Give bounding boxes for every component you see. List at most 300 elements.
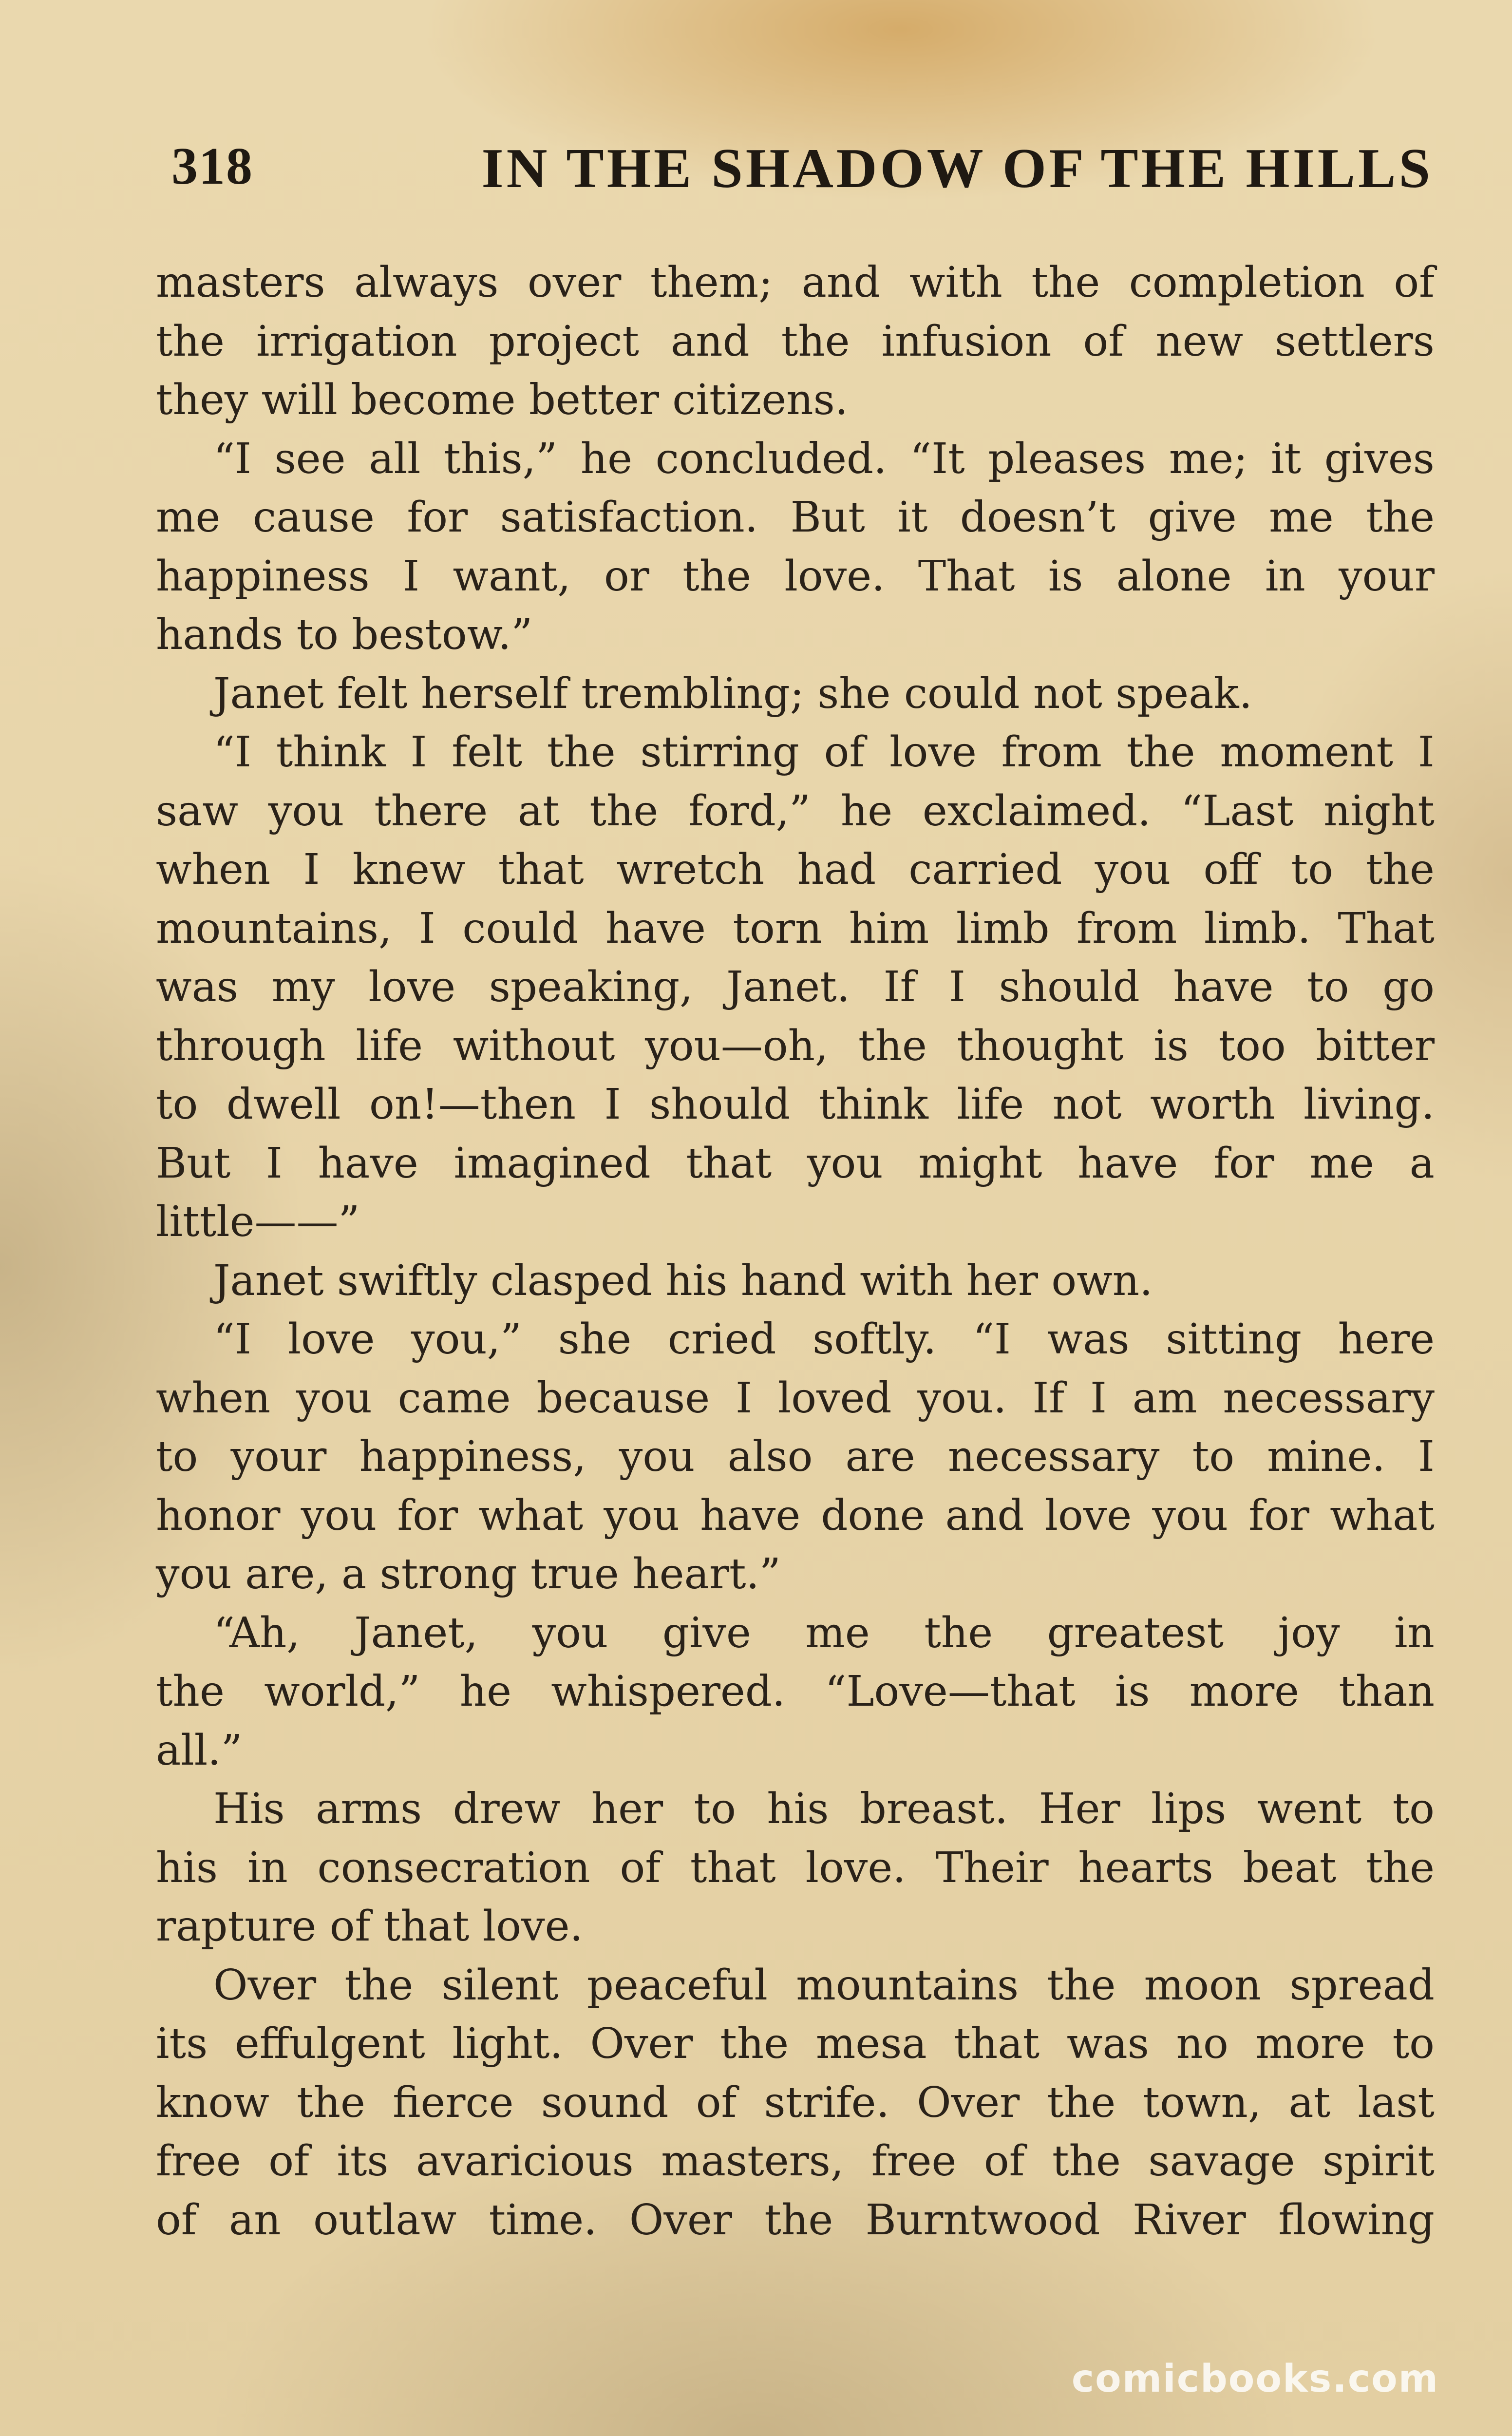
word: them;	[650, 258, 773, 307]
word: for	[397, 1491, 458, 1540]
word: Over	[590, 2019, 693, 2068]
word: “I	[213, 728, 251, 777]
word: you	[296, 1373, 372, 1423]
word: completion	[1129, 258, 1365, 307]
word: more	[1255, 2019, 1365, 2068]
word: what	[1330, 1491, 1435, 1540]
word: I	[1418, 1432, 1435, 1481]
word: Janet,	[354, 1608, 478, 1657]
word: more	[1189, 1667, 1300, 1716]
word: the	[156, 1667, 225, 1716]
word: masters,	[661, 2137, 844, 2186]
text-line	[156, 2015, 1435, 2074]
word: Their	[935, 1843, 1049, 1892]
word: necessary	[947, 1432, 1160, 1481]
text-line	[156, 1662, 1435, 1721]
text-line-content: you are, a strong true heart.”	[156, 1550, 781, 1599]
text-line	[156, 665, 1435, 723]
text-line	[156, 312, 1435, 371]
word: mountains	[796, 1960, 1019, 2010]
word: have	[318, 1139, 418, 1188]
word: you	[301, 1491, 377, 1540]
word: the	[858, 1021, 927, 1070]
word: at	[1288, 2078, 1331, 2127]
word: me;	[1169, 434, 1248, 483]
word: I	[1418, 728, 1435, 777]
word: a	[1409, 1139, 1435, 1188]
text-line-content: all.”	[156, 1726, 243, 1775]
word: worth	[1150, 1080, 1275, 1129]
word: sound	[541, 2078, 669, 2127]
word: and	[945, 1491, 1024, 1540]
word: town,	[1143, 2078, 1262, 2127]
word: whispered.	[551, 1667, 786, 1716]
word: always	[354, 258, 499, 307]
watermark-text: comicbooks.com	[1071, 2357, 1439, 2401]
word: love	[287, 1315, 375, 1364]
word: the	[1366, 1843, 1435, 1892]
word: because	[536, 1373, 710, 1423]
word: River	[1132, 2195, 1246, 2245]
word: breast.	[859, 1785, 1008, 1833]
word: beat	[1243, 1843, 1337, 1892]
word: torn	[733, 904, 822, 953]
word: I	[736, 1373, 752, 1423]
word: think	[276, 728, 386, 777]
word: necessary	[1223, 1373, 1435, 1423]
word: stirring	[640, 728, 799, 777]
word: That	[1338, 904, 1435, 953]
word: he	[459, 1667, 511, 1716]
word: spirit	[1323, 2137, 1435, 2186]
word: the	[720, 2019, 789, 2068]
word: you	[1152, 1491, 1228, 1540]
word: for	[407, 493, 468, 542]
word: felt	[452, 728, 523, 777]
word: I	[410, 728, 427, 777]
word: But	[790, 493, 865, 542]
word: his	[767, 1785, 829, 1833]
word: irrigation	[256, 317, 457, 366]
word: go	[1382, 963, 1435, 1011]
word: to	[1291, 845, 1333, 894]
text-line	[156, 1604, 1435, 1663]
word: new	[1155, 317, 1244, 366]
word: moon	[1144, 1960, 1262, 2010]
word: have	[1173, 963, 1274, 1011]
word: you	[532, 1608, 608, 1657]
word: of	[620, 1843, 661, 1892]
word: mesa	[815, 2019, 927, 2068]
running-head-title: IN THE SHADOW OF THE HILLS	[481, 137, 1433, 200]
word: and	[670, 317, 750, 366]
word: over	[527, 258, 622, 307]
word: consecration	[317, 1843, 590, 1892]
word: have	[1077, 1139, 1178, 1188]
word: Her	[1039, 1785, 1120, 1833]
word: should	[649, 1080, 791, 1129]
word: this,”	[444, 434, 558, 483]
word: “It	[910, 434, 965, 483]
word: in	[1265, 552, 1305, 601]
word: of	[696, 2078, 737, 2127]
word: Over	[629, 2195, 732, 2245]
word: also	[727, 1432, 813, 1481]
text-line	[156, 1369, 1435, 1428]
word: the	[1047, 2078, 1116, 2127]
word: the	[682, 552, 752, 601]
word: concluded.	[655, 434, 887, 483]
word: of	[156, 2195, 197, 2245]
word: is	[1048, 552, 1083, 601]
word: it	[1270, 434, 1302, 483]
word: “Last	[1181, 786, 1294, 836]
word: the	[156, 317, 225, 366]
word: limb.	[1204, 904, 1311, 953]
text-line	[156, 1252, 1435, 1311]
word: Burntwood	[865, 2195, 1100, 2245]
word: I	[303, 845, 320, 894]
word: That	[918, 552, 1015, 601]
word: the	[1366, 493, 1435, 542]
word: silent	[441, 1960, 559, 2010]
word: at	[517, 786, 560, 836]
word: from	[1001, 728, 1102, 777]
word: for	[1213, 1139, 1274, 1188]
text-line	[156, 782, 1435, 841]
text-line	[156, 430, 1435, 489]
word: speaking,	[489, 963, 693, 1011]
word: and	[801, 258, 881, 307]
word: is	[1153, 1021, 1189, 1070]
word: softly.	[813, 1315, 937, 1364]
text-line	[156, 1017, 1435, 1076]
word: drew	[453, 1785, 561, 1833]
word: on!—then	[369, 1080, 576, 1129]
word: me	[156, 493, 221, 542]
word: love	[889, 728, 977, 777]
word: light.	[452, 2019, 563, 2068]
word: Janet.	[726, 963, 850, 1011]
word: of	[983, 2137, 1025, 2186]
text-line-content: Janet felt herself trembling; she could not speak.	[213, 669, 1252, 718]
word: spread	[1289, 1960, 1435, 2010]
text-line-content: rapture of that love.	[156, 1902, 583, 1951]
word: love.	[784, 552, 885, 601]
text-line	[156, 2074, 1435, 2132]
word: sitting	[1166, 1315, 1302, 1364]
word: pleases	[988, 434, 1146, 483]
word: loved	[777, 1373, 892, 1423]
word: than	[1339, 1667, 1435, 1716]
word: world,”	[264, 1667, 420, 1716]
word: the	[924, 1608, 993, 1657]
word: to	[1192, 1432, 1234, 1481]
text-line	[156, 1780, 1435, 1839]
text-line	[156, 547, 1435, 606]
text-line	[156, 2132, 1435, 2191]
word: you	[619, 1432, 695, 1481]
word: His	[213, 1785, 285, 1833]
word: when	[156, 1373, 271, 1423]
text-line	[156, 1486, 1435, 1545]
word: free	[871, 2137, 957, 2186]
text-line	[156, 2191, 1435, 2250]
word: the	[589, 786, 659, 836]
word: all	[369, 434, 421, 483]
word: without	[453, 1021, 615, 1070]
word: when	[156, 845, 271, 894]
word: know	[156, 2078, 269, 2127]
word: you	[268, 786, 344, 836]
page-header	[171, 136, 1433, 209]
word: here	[1338, 1315, 1435, 1364]
word: cried	[667, 1315, 776, 1364]
word: I	[418, 904, 435, 953]
word: might	[918, 1139, 1042, 1188]
text-line	[156, 1134, 1435, 1193]
word: flowing	[1278, 2195, 1435, 2245]
word: cause	[252, 493, 375, 542]
word: of	[1394, 258, 1435, 307]
word: you	[604, 1491, 680, 1540]
word: the	[781, 317, 850, 366]
word: effulgent	[234, 2019, 425, 2068]
word: through	[156, 1021, 326, 1070]
word: life	[957, 1080, 1024, 1129]
word: not	[1052, 1080, 1122, 1129]
word: If	[883, 963, 916, 1011]
word: carried	[908, 845, 1062, 894]
word: happiness,	[359, 1432, 586, 1481]
word: you	[1095, 845, 1171, 894]
word: my	[271, 963, 335, 1011]
word: the	[1126, 728, 1195, 777]
word: limb	[956, 904, 1050, 953]
word: dwell	[226, 1080, 341, 1129]
word: an	[229, 2195, 281, 2245]
text-line	[156, 253, 1435, 312]
word: peaceful	[586, 1960, 768, 2010]
word: of	[268, 2137, 309, 2186]
word: too	[1218, 1021, 1286, 1070]
word: thought	[957, 1021, 1124, 1070]
word: he	[840, 786, 893, 836]
word: But	[156, 1139, 231, 1188]
word: If	[1032, 1373, 1065, 1423]
word: masters	[156, 258, 325, 307]
word: project	[489, 317, 639, 366]
word: in	[1394, 1608, 1435, 1657]
word: to	[1392, 1785, 1435, 1833]
word: to	[156, 1432, 198, 1481]
word: exclaimed.	[922, 786, 1151, 836]
word: the	[344, 1960, 414, 2010]
word: arms	[316, 1785, 422, 1833]
word: it	[897, 493, 928, 542]
word: time.	[489, 2195, 597, 2245]
text-line	[156, 1545, 1435, 1604]
word: alone	[1116, 552, 1232, 601]
word: or	[604, 552, 649, 601]
text-line	[156, 1721, 1435, 1780]
word: love.	[805, 1843, 906, 1892]
word: went	[1257, 1785, 1362, 1833]
word: see	[274, 434, 346, 483]
word: hearts	[1078, 1843, 1213, 1892]
word: have	[700, 1491, 801, 1540]
word: infusion	[881, 317, 1052, 366]
text-line	[156, 958, 1435, 1017]
word: strife.	[764, 2078, 889, 2127]
word: in	[247, 1843, 288, 1892]
word: ford,”	[688, 786, 811, 836]
word: “I	[973, 1315, 1011, 1364]
text-line	[156, 606, 1435, 665]
word: doesn’t	[960, 493, 1116, 542]
text-line-content: they will become better citizens.	[156, 376, 849, 424]
page-number: 318	[171, 137, 253, 195]
word: the	[1047, 1960, 1116, 2010]
text-line	[156, 840, 1435, 899]
word: lips	[1151, 1785, 1227, 1833]
word: life	[356, 1021, 423, 1070]
word: night	[1323, 786, 1435, 836]
text-line	[156, 1427, 1435, 1486]
word: satisfaction.	[500, 493, 758, 542]
word: the	[547, 728, 616, 777]
word: living.	[1304, 1080, 1435, 1129]
word: “I	[213, 434, 251, 483]
word: was	[1066, 2019, 1149, 2068]
word: she	[558, 1315, 632, 1364]
word: fierce	[393, 2078, 514, 2127]
word: I	[1090, 1373, 1107, 1423]
text-line	[156, 899, 1435, 958]
word: you,”	[411, 1315, 522, 1364]
word: bitter	[1316, 1021, 1435, 1070]
word: me	[1269, 493, 1334, 542]
text-line	[156, 1310, 1435, 1369]
text-line-content: little——”	[156, 1198, 360, 1246]
word: Over	[917, 2078, 1020, 2127]
word: joy	[1278, 1608, 1340, 1657]
word: to	[1392, 2019, 1435, 2068]
word: moment	[1220, 728, 1394, 777]
word: for	[1248, 1491, 1309, 1540]
word: was	[1047, 1315, 1130, 1364]
word: should	[999, 963, 1140, 1011]
word: him	[849, 904, 929, 953]
word: give	[662, 1608, 751, 1657]
word: to	[1307, 963, 1349, 1011]
text-line	[156, 1193, 1435, 1252]
word: its	[337, 2137, 389, 2186]
word: its	[156, 2019, 208, 2068]
word: give	[1148, 493, 1237, 542]
word: love	[1044, 1491, 1132, 1540]
word: that	[686, 1139, 772, 1188]
word: happiness	[156, 552, 370, 601]
word: savage	[1148, 2137, 1295, 2186]
word: you.	[917, 1373, 1007, 1423]
word: that	[498, 845, 584, 894]
word: outlaw	[313, 2195, 457, 2245]
word: greatest	[1047, 1608, 1224, 1657]
text-line	[156, 1075, 1435, 1134]
word: with	[909, 258, 1002, 307]
word: free	[156, 2137, 241, 2186]
word: his	[156, 1843, 218, 1892]
word: knew	[352, 845, 466, 894]
body-text	[156, 253, 1435, 2249]
word: I	[265, 1139, 283, 1188]
word: could	[462, 904, 579, 953]
word: Over	[213, 1960, 317, 2010]
word: to	[694, 1785, 736, 1833]
text-line	[156, 371, 1435, 430]
word: are	[845, 1432, 915, 1481]
word: love	[368, 963, 456, 1011]
text-line-content: Janet swiftly clasped his hand with her own.	[213, 1256, 1153, 1305]
text-line	[156, 1839, 1435, 1898]
word: avaricious	[416, 2137, 634, 2186]
word: your	[230, 1432, 327, 1481]
word: done	[821, 1491, 925, 1540]
word: is	[1115, 1667, 1150, 1716]
word: mine.	[1267, 1432, 1385, 1481]
word: off	[1203, 845, 1259, 894]
word: settlers	[1275, 317, 1435, 366]
word: wretch	[616, 845, 765, 894]
word: her	[591, 1785, 663, 1833]
text-line	[156, 1956, 1435, 2015]
word: from	[1077, 904, 1177, 953]
word: am	[1132, 1373, 1197, 1423]
text-line-content: hands to bestow.”	[156, 610, 533, 659]
word: the	[297, 2078, 365, 2127]
word: he	[580, 434, 633, 483]
word: there	[374, 786, 488, 836]
word: of	[1083, 317, 1124, 366]
word: imagined	[454, 1139, 651, 1188]
word: that	[954, 2019, 1040, 2068]
word: the	[1031, 258, 1100, 307]
word: honor	[156, 1491, 281, 1540]
word: no	[1176, 2019, 1228, 2068]
word: came	[397, 1373, 511, 1423]
word: have	[605, 904, 706, 953]
text-line	[156, 488, 1435, 547]
word: what	[478, 1491, 584, 1540]
word: I	[949, 963, 965, 1011]
word: the	[1366, 845, 1435, 894]
word: was	[156, 963, 239, 1011]
word: gives	[1324, 434, 1435, 483]
word: you	[807, 1139, 883, 1188]
word: last	[1358, 2078, 1435, 2127]
word: mountains,	[156, 904, 392, 953]
word: the	[764, 2195, 833, 2245]
word: me	[1309, 1139, 1374, 1188]
text-line	[156, 723, 1435, 782]
word: “I	[213, 1315, 251, 1364]
word: had	[797, 845, 876, 894]
word: saw	[156, 786, 239, 836]
word: the	[1052, 2137, 1121, 2186]
word: that	[690, 1843, 776, 1892]
word: I	[403, 552, 420, 601]
